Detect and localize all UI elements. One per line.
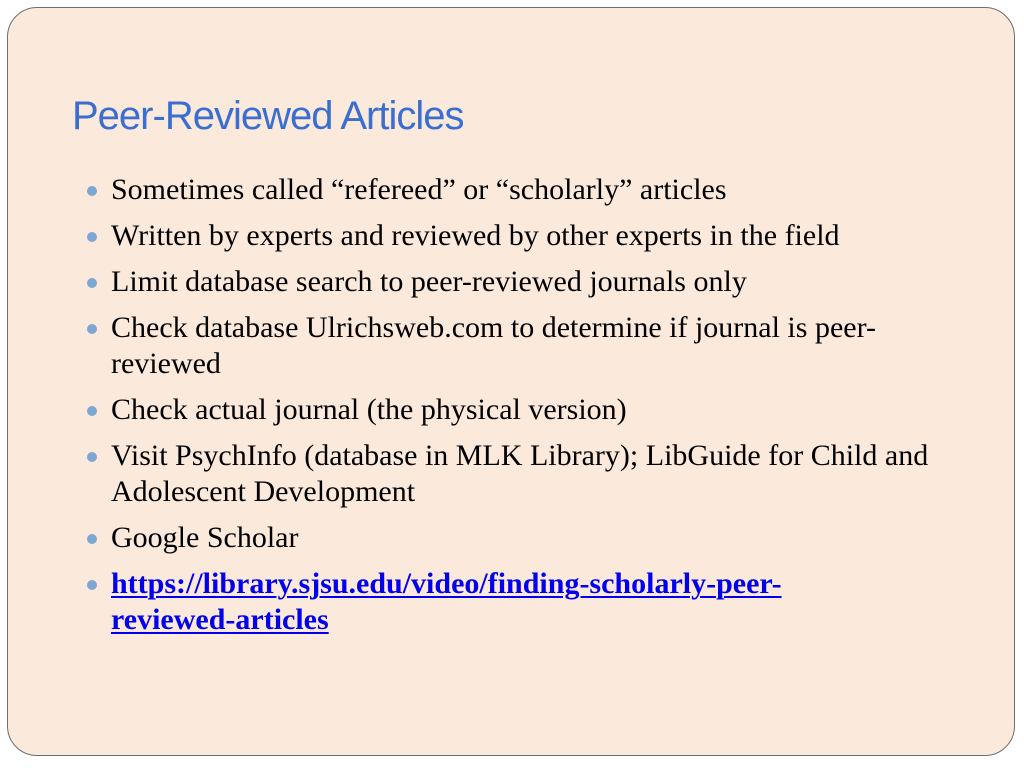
video-link[interactable] [111, 567, 782, 636]
slide-title: Peer-Reviewed Articles [72, 94, 464, 138]
bullet-list [81, 172, 961, 648]
bullet-text: Sometimes called “refereed” or “scholarly” articles [111, 173, 727, 206]
bullet-item-link [81, 566, 961, 638]
bullet-dot-icon [87, 534, 97, 544]
bullet-text: Written by experts and reviewed by other experts in the field [111, 219, 840, 252]
bullet-dot-icon [87, 580, 97, 590]
bullet-dot-icon [87, 186, 97, 196]
slide [7, 7, 1015, 756]
bullet-dot-icon [87, 278, 97, 288]
bullet-item [81, 310, 961, 382]
bullet-item [81, 438, 961, 510]
bullet-text: Google Scholar [111, 521, 299, 554]
bullet-text: Limit database search to peer-reviewed journals only [111, 265, 747, 298]
bullet-dot-icon [87, 406, 97, 416]
bullet-dot-icon [87, 324, 97, 334]
bullet-item [81, 218, 961, 254]
video-link-line-2: reviewed-articles [111, 603, 329, 636]
bullet-text: Visit PsychInfo (database in MLK Library); LibGuide for Child and Adolescent Development [111, 439, 929, 508]
bullet-item [81, 520, 961, 556]
bullet-item [81, 172, 961, 208]
bullet-item [81, 264, 961, 300]
bullet-item [81, 392, 961, 428]
bullet-dot-icon [87, 232, 97, 242]
bullet-dot-icon [87, 452, 97, 462]
bullet-text: Check database Ulrichsweb.com to determine if journal is peer-reviewed [111, 311, 876, 380]
video-link-line-1: https://library.sjsu.edu/video/finding-scholarly-peer- [111, 567, 782, 600]
bullet-text: Check actual journal (the physical version) [111, 393, 627, 426]
